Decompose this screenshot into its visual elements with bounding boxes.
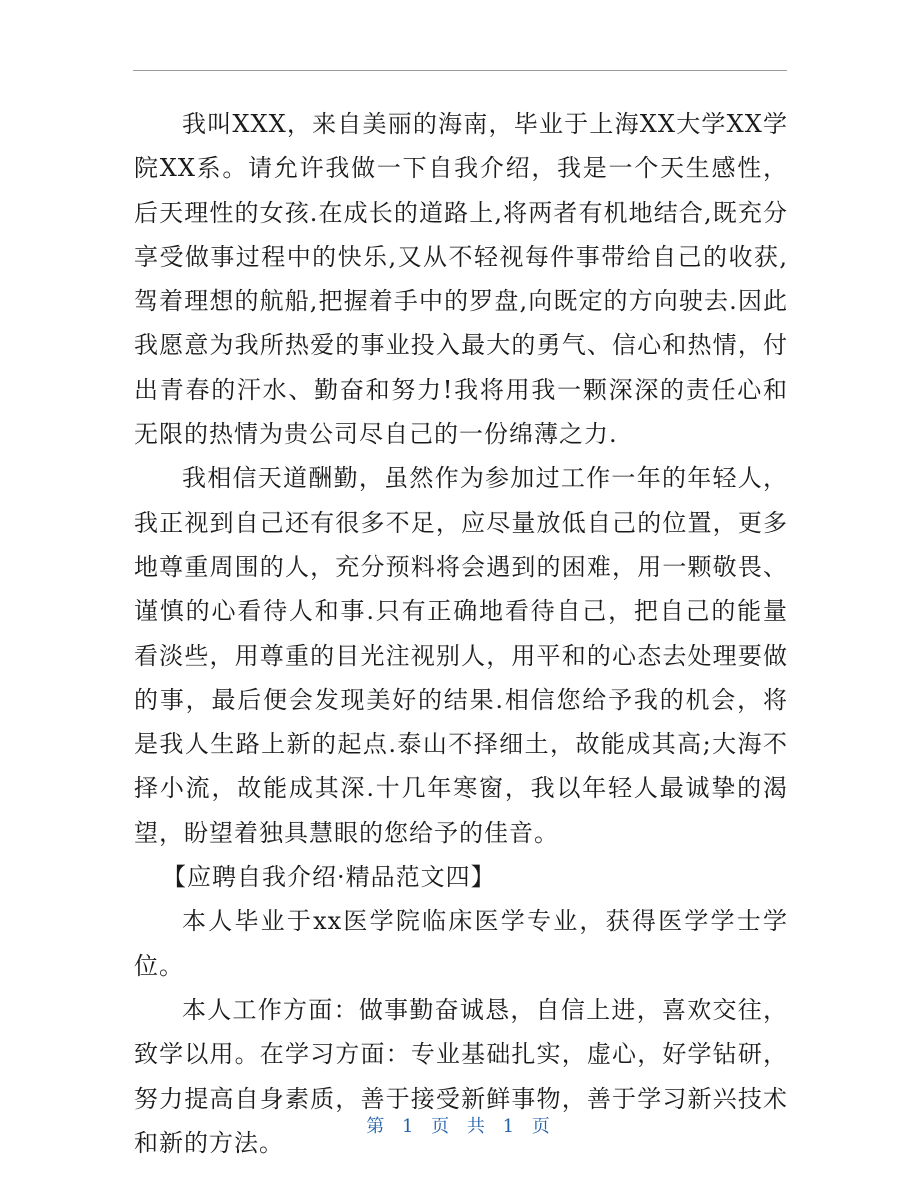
- paragraph-work-study: 本人工作方面：做事勤奋诚恳，自信上进，喜欢交往，致学以用。在学习方面：专业基础扎实，虚心，好学钻研，努力提高自身素质，善于接受新鲜事物，善于学习新兴技术和新的方法。: [134, 995, 788, 1157]
- header-rule: [133, 70, 787, 71]
- paragraph-education: 本人毕业于xx医学院临床医学专业，获得医学学士学位。: [134, 907, 788, 980]
- section-title: 【应聘自我介绍·精品范文四】: [162, 863, 496, 892]
- paragraph-belief: 我相信天道酬勤，虽然作为参加过工作一年的年轻人，我正视到自己还有很多不足，应尽量放低自己的位置，更多地尊重周围的人，充分预料将会遇到的困难，用一颗敬畏、谨慎的心看待人和事.只有正确地看待自己，把自己的能量看淡些，用尊重的目光注视别人，用平和的心态去处理要做的事，最后便会发现美好的结果.相信您给予我的机会，将是我人生路上新的起点.泰山不择细土，故能成其高;大海不择小流，故能成其深.十几年寒窗，我以年轻人最诚挚的渴望，盼望着独具慧眼的您给予的佳音。: [134, 464, 788, 847]
- page-footer: [0, 1112, 920, 1138]
- footer-total-pages: 1: [502, 1116, 519, 1137]
- footer-page-number: 1: [401, 1116, 418, 1137]
- document-body: [134, 102, 788, 1165]
- footer-label-total: 共: [466, 1116, 489, 1137]
- footer-label-unit2: 页: [531, 1116, 554, 1137]
- footer-label-page: 第: [366, 1116, 389, 1137]
- footer-label-unit: 页: [431, 1116, 454, 1137]
- paragraph-intro: 我叫XXX，来自美丽的海南，毕业于上海XX大学XX学院XX系。请允许我做一下自我介绍，我是一个天生感性，后天理性的女孩.在成长的道路上,将两者有机地结合,既充分享受做事过程中的快乐,又从不轻视每件事带给自己的收获,驾着理想的航船,把握着手中的罗盘,向既定的方向驶去.因此我愿意为我所热爱的事业投入最大的勇气、信心和热情，付出青春的汗水、勤奋和努力!我将用我一颗深深的责任心和无限的热情为贵公司尽自己的一份绵薄之力.: [134, 110, 788, 449]
